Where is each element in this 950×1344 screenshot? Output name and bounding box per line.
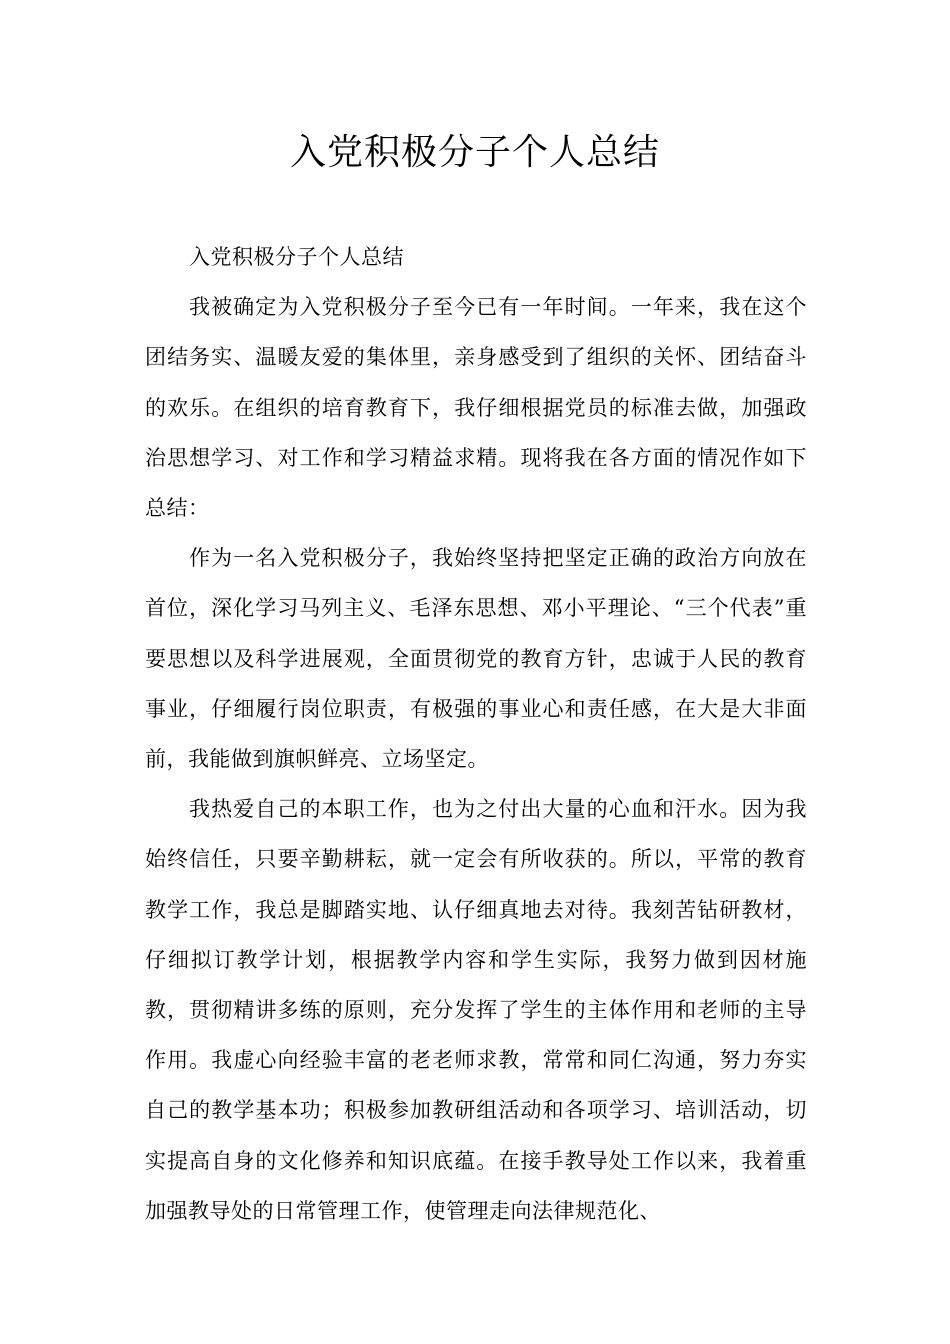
- paragraph-subtitle: 入党积极分子个人总结: [189, 245, 404, 269]
- document-title: 入党积极分子个人总结: [289, 132, 660, 173]
- paragraph-intro: 我被确定为入党积极分子至今已有一年时间。一年来，我在这个团结务实、温暖友爱的集体里，亲身感受到了组织的关怀、团结奋斗的欢乐。在组织的培育教育下，我仔细根据党员的标准去做，加强政治思想学习、对工作和学习精益求精。现将我在各方面的情况作如下总结：: [145, 295, 807, 521]
- paragraph-political: 作为一名入党积极分子，我始终坚持把坚定正确的政治方向放在首位，深化学习马列主义、毛泽东思想、邓小平理论、“三个代表”重要思想以及科学进展观，全面贯彻党的教育方针，忠诚于人民的教育事业，仔细履行岗位职责，有极强的事业心和责任感，在大是大非面前，我能做到旗帜鲜亮、立场坚定。: [145, 546, 807, 772]
- paragraph-work: 我热爱自己的本职工作，也为之付出大量的心血和汗水。因为我始终信任，只要辛勤耕耘，就一定会有所收获的。所以，平常的教育教学工作，我总是脚踏实地、认仔细真地去对待。我刻苦钻研教材，仔细拟订教学计划，根据教学内容和学生实际，我努力做到因材施教，贯彻精讲多练的原则，充分发挥了学生的主体作用和老师的主导作用。我虚心向经验丰富的老老师求教，常常和同仁沟通，努力夯实自己的教学基本功；积极参加教研组活动和各项学习、培训活动，切实提高自身的文化修养和知识底蕴。在接手教导处工作以来，我着重加强教导处的日常管理工作，使管理走向法律规范化、: [145, 797, 807, 1223]
- document-body: [145, 232, 807, 1236]
